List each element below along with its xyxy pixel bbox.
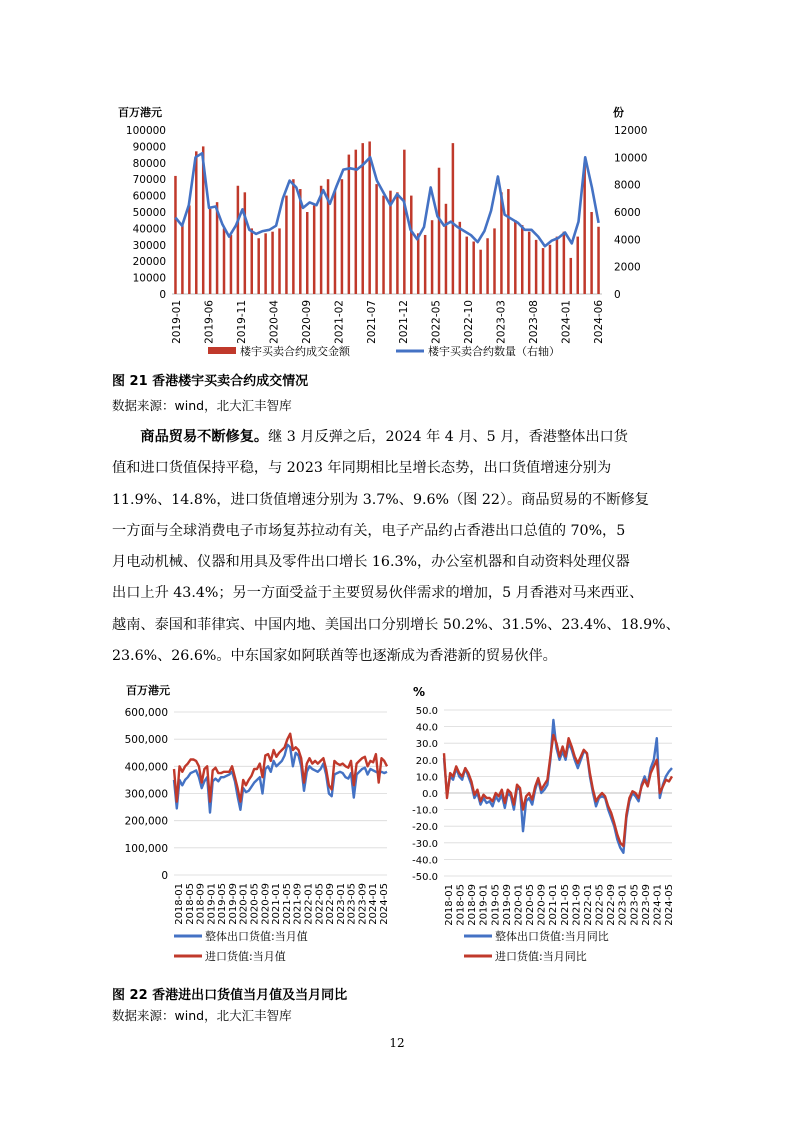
x-tick-label: 2024-01: [652, 884, 664, 926]
x-tick-label: 2019-01: [171, 300, 183, 344]
y-tick-label: 50000: [132, 207, 166, 219]
y2-tick-label: 4000: [614, 234, 641, 247]
paragraph-line-text: 继 3 月反弹之后，2024 年 4 月、5 月，香港整体出口货: [268, 429, 628, 445]
bar: [209, 209, 211, 294]
bar: [320, 186, 322, 294]
y-tick-label: -20.0: [412, 822, 438, 834]
bar: [244, 192, 246, 294]
y-tick-label: 600,000: [124, 707, 168, 719]
chart-trade-values: [112, 678, 402, 978]
legend-label: 进口货值:当月同比: [495, 950, 587, 963]
paragraph-line: 出口上升 43.4%；另一方面受益于主要贸易伙伴需求的增加，5 月香港对马来西亚、: [112, 585, 644, 602]
x-tick-label: 2020-09: [260, 883, 272, 925]
x-tick-label: 2019-09: [227, 883, 239, 925]
bar: [445, 204, 447, 294]
series-line: [444, 735, 672, 846]
series-line: [444, 720, 672, 853]
y-tick-label: 60000: [132, 190, 166, 203]
x-tick-label: 2023-08: [528, 300, 541, 344]
x-tick-label: 2019-06: [203, 300, 216, 344]
bar: [195, 151, 197, 294]
bar: [424, 235, 426, 294]
x-tick-label: 2021-02: [333, 300, 346, 344]
y-tick-label: 50.0: [415, 706, 438, 717]
y-tick-label: 100,000: [124, 842, 168, 855]
x-tick-label: 2022-01: [582, 884, 594, 926]
page-number: 12: [389, 1036, 405, 1050]
chart-trade-yoy: [402, 678, 692, 978]
bar: [452, 143, 454, 294]
bar: [410, 196, 412, 294]
bar: [590, 212, 592, 294]
x-tick-label: 2023-01: [335, 883, 347, 925]
x-tick-label: 2021-09: [292, 883, 304, 925]
x-tick-label: 2020-01: [238, 883, 250, 925]
bar: [368, 141, 370, 294]
x-tick-label: 2018-09: [467, 884, 479, 926]
paragraph-line: 值和进口货值保持平稳，与 2023 年同期相比呈增长态势，出口货值增速分别为: [112, 460, 612, 477]
x-tick-label: 2018-09: [195, 883, 207, 925]
bar: [570, 258, 572, 294]
figure-22-left-chart: [112, 678, 402, 978]
bar: [341, 179, 343, 294]
y2-tick-label: 6000: [614, 207, 641, 219]
x-tick-label: 2019-11: [235, 300, 248, 344]
bar: [521, 225, 523, 294]
x-tick-label: 2022-05: [594, 884, 606, 926]
bar: [535, 240, 537, 294]
bar: [355, 150, 357, 294]
bar: [479, 250, 481, 294]
y-tick-label: 400,000: [124, 761, 168, 774]
bar: [306, 212, 308, 294]
legend-label: 整体出口货值:当月值: [205, 930, 308, 943]
bar: [257, 238, 259, 294]
chart-housing-transactions: [112, 98, 672, 363]
x-tick-label: 2018-01: [174, 883, 185, 925]
y2-tick-label: 10000: [614, 152, 648, 165]
bar: [493, 228, 495, 294]
figure-21-chart: [112, 98, 672, 363]
y-tick-label: 500,000: [124, 734, 168, 747]
y-tick-label: 90000: [132, 141, 166, 154]
bar: [223, 228, 225, 294]
bar: [174, 176, 176, 294]
x-tick-label: 2022-10: [463, 300, 476, 344]
y2-tick-label: 12000: [614, 125, 648, 137]
y-tick-label: 0: [161, 870, 168, 882]
y-tick-label: -40.0: [412, 855, 438, 867]
x-tick-label: 2022-09: [325, 883, 337, 925]
x-tick-label: 2024-06: [593, 300, 605, 344]
y2-axis-label: 份: [613, 106, 624, 119]
x-tick-label: 2024-05: [379, 883, 390, 925]
x-tick-label: 2019-01: [206, 883, 218, 925]
bar: [507, 189, 509, 294]
y-tick-label: 300,000: [124, 788, 168, 801]
y-tick-label: 100000: [125, 125, 166, 137]
paragraph-line: 月电动机械、仪器和用具及零件出口增长 16.3%，办公室机器和自动资料处理仪器: [112, 554, 630, 571]
bar: [313, 205, 315, 294]
y-tick-label: 20.0: [415, 755, 438, 767]
x-tick-label: 2021-05: [559, 884, 571, 926]
bar: [431, 220, 433, 294]
y-tick-label: 70000: [132, 174, 166, 187]
x-tick-label: 2023-09: [640, 884, 652, 926]
y-tick-label: 40000: [132, 223, 166, 236]
x-tick-label: 2019-05: [490, 884, 502, 926]
paragraph-line: 23.6%、26.6%。中东国家如阿联酋等也逐渐成为香港新的贸易伙伴。: [112, 648, 557, 665]
x-tick-label: 2023-01: [617, 884, 629, 926]
bar: [556, 237, 558, 294]
x-tick-label: 2020-04: [268, 300, 281, 344]
x-tick-label: 2019-05: [217, 883, 229, 925]
x-tick-label: 2019-09: [501, 884, 513, 926]
bar: [375, 184, 377, 294]
source-label: 数据来源：: [112, 1008, 175, 1023]
y-tick-label: 30.0: [415, 739, 438, 751]
y-axis-label: 百万港元: [118, 106, 162, 119]
bar: [237, 186, 239, 294]
x-tick-label: 2022-05: [314, 883, 326, 925]
x-tick-label: 2024-01: [560, 300, 573, 344]
x-tick-label: 2023-03: [495, 300, 508, 344]
paragraph-line: 越南、泰国和菲律宾、中国内地、美国出口分别增长 50.2%、31.5%、23.4%、18.9%、: [112, 616, 680, 633]
x-tick-label: 2021-12: [398, 300, 411, 344]
bar: [597, 227, 599, 294]
bar: [486, 238, 488, 294]
x-tick-label: 2024-05: [664, 884, 675, 926]
y-tick-label: -30.0: [412, 838, 438, 850]
bar: [348, 155, 350, 294]
y-tick-label: 40.0: [415, 722, 438, 734]
paragraph-heading: 商品贸易不断修复。: [140, 429, 269, 445]
bar: [285, 196, 287, 294]
x-tick-label: 2022-09: [606, 884, 618, 926]
body-paragraph: [112, 422, 684, 672]
legend-label: 楼宇买卖合约成交金额: [240, 345, 350, 358]
y-tick-label: 80000: [132, 157, 166, 170]
bar: [549, 245, 551, 294]
x-tick-label: 2018-05: [184, 883, 196, 925]
legend-label: 楼宇买卖合约数量（右轴）: [428, 345, 560, 358]
figure-22-right-chart: [402, 678, 692, 978]
bar: [264, 233, 266, 294]
x-tick-label: 2019-01: [478, 884, 490, 926]
y-tick-label: -50.0: [412, 872, 438, 883]
bar: [278, 228, 280, 294]
bar: [382, 196, 384, 294]
x-tick-label: 2020-09: [300, 300, 313, 344]
x-tick-label: 2018-05: [455, 884, 467, 926]
bar: [459, 222, 461, 294]
bar: [466, 237, 468, 294]
y-tick-label: 200,000: [124, 815, 168, 828]
figure-22-source: [112, 1006, 292, 1024]
bar: [576, 237, 578, 294]
figure-21-caption: 图 21 香港楼宇买卖合约成交情况: [112, 374, 309, 389]
x-tick-label: 2021-01: [548, 884, 560, 926]
x-tick-label: 2021-09: [571, 884, 583, 926]
y2-tick-label: 0: [614, 289, 621, 301]
x-tick-label: 2018-01: [444, 884, 455, 926]
legend-label: 整体出口货值:当月同比: [495, 930, 609, 943]
y-tick-label: 10.0: [415, 772, 438, 784]
legend-label: 进口货值:当月值: [205, 950, 286, 963]
bar: [563, 232, 565, 294]
source-value: wind，北大汇丰智库: [174, 398, 292, 413]
y-tick-label: 0.0: [422, 789, 438, 800]
bar: [396, 192, 398, 294]
paragraph-line-1: [112, 422, 684, 453]
figure-21-source: [112, 396, 292, 414]
bar: [438, 168, 440, 294]
bar: [271, 232, 273, 294]
x-tick-label: 2023-09: [357, 883, 369, 925]
paragraph-line: 11.9%、14.8%，进口货值增速分别为 3.7%、9.6%（图 22）。商品贸易的不断修复: [112, 491, 649, 508]
bar: [403, 150, 405, 294]
x-tick-label: 2023-05: [629, 884, 641, 926]
x-tick-label: 2022-05: [430, 300, 443, 344]
bar: [528, 232, 530, 294]
x-tick-label: 2023-05: [346, 883, 358, 925]
bar: [230, 235, 232, 294]
x-tick-label: 2021-07: [365, 300, 378, 344]
bar: [251, 228, 253, 294]
bar: [292, 179, 294, 294]
x-tick-label: 2021-01: [271, 883, 283, 925]
x-tick-label: 2021-05: [281, 883, 293, 925]
source-label: 数据来源：: [112, 398, 175, 413]
paragraph-line: 一方面与全球消费电子市场复苏拉动有关，电子产品约占香港出口总值的 70%，5: [112, 522, 626, 539]
y2-tick-label: 8000: [614, 179, 641, 192]
y-tick-label: 10000: [132, 272, 166, 285]
source-value: wind，北大汇丰智库: [174, 1008, 292, 1023]
y-tick-label: 20000: [132, 256, 166, 269]
y-tick-label: -10.0: [412, 805, 438, 817]
legend-swatch-bar: [208, 347, 236, 354]
y-axis-label: 百万港元: [126, 684, 170, 697]
y2-tick-label: 2000: [614, 261, 641, 274]
x-tick-label: 2020-05: [249, 883, 261, 925]
y-tick-label: 30000: [132, 239, 166, 252]
bar: [542, 248, 544, 294]
x-tick-label: 2020-09: [536, 884, 548, 926]
x-tick-label: 2020-01: [513, 884, 525, 926]
x-tick-label: 2024-01: [368, 883, 380, 925]
bar: [181, 225, 183, 294]
figure-22-caption: 图 22 香港进出口货值当月值及当月同比: [112, 988, 348, 1003]
x-tick-label: 2022-01: [303, 883, 315, 925]
bar: [417, 233, 419, 294]
bar: [472, 242, 474, 294]
y-tick-label: 0: [159, 289, 166, 301]
bar: [514, 220, 516, 294]
y-axis-label: %: [413, 685, 426, 699]
bar: [334, 191, 336, 294]
x-tick-label: 2020-05: [525, 884, 537, 926]
bar: [188, 205, 190, 294]
